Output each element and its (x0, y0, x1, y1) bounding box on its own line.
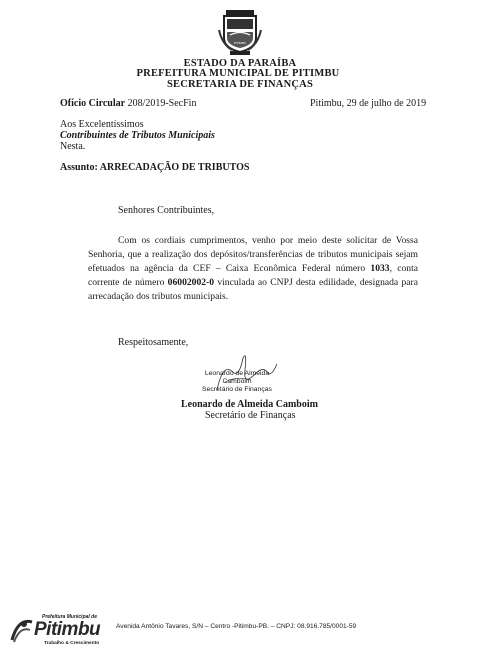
subject-label: Assunto: (60, 162, 98, 173)
body-text-start: Com os cordiais cumprimentos, venho por meio deste solicitar de Vossa Senhoria, que a realização dos depósitos/transferências de tributos municipais sejam efetuados na agência da CEF – Caixa Econômica Federal número (88, 235, 418, 274)
footer-logo (10, 614, 108, 656)
agency-number: 1033 (370, 263, 390, 274)
header-secretaria: SECRETARIA DE FINANÇAS (167, 79, 313, 90)
signatory-name: Leonardo de Almeida Camboim (181, 399, 318, 410)
logo-main-text: Pitimbu (34, 619, 101, 640)
salutation: Senhores Contribuintes, (118, 205, 215, 216)
oficio-label: Ofício Circular (60, 98, 126, 109)
closing: Respeitosamente, (118, 337, 189, 348)
recipient-line2: Contribuintes de Tributos Municipais (60, 130, 215, 141)
body-text-mid: , conta corrente de número (88, 263, 418, 288)
subject-text: ARRECADAÇÃO DE TRIBUTOS (99, 162, 250, 173)
municipal-crest-icon (218, 10, 262, 56)
stamp-name: Leonardo de Almeida Camboim (204, 370, 270, 385)
oficio-reference (60, 98, 196, 110)
stamp-role: Secretário de Finanças (202, 386, 272, 393)
signatory-role: Secretário de Finanças (205, 410, 296, 421)
wave-logo-icon (10, 614, 34, 644)
body-text-end: vinculada ao CNPJ desta edilidade, designada para arrecadação dos tributos municipais. (88, 277, 418, 302)
signature-stamp (192, 370, 282, 394)
body-paragraph (88, 234, 418, 304)
document-date: Pitimbu, 29 de julho de 2019 (310, 98, 427, 109)
logo-top-text: Prefeitura Municipal de (42, 614, 98, 620)
crest-motto: PITIMBU (233, 41, 247, 45)
recipient-line1: Aos Excelentíssimos (60, 119, 144, 130)
logo-bottom-text: Trabalho & Crescimento (44, 641, 100, 646)
account-number: 06002002-0 (167, 277, 215, 288)
header-prefeitura: PREFEITURA MUNICIPAL DE PITIMBU (136, 68, 340, 79)
footer-address: Avenida Antônio Tavares, S/N – Centro -Pitimbu-PB. – CNPJ: 08.916.785/0001-59 (116, 623, 357, 630)
header-state: ESTADO DA PARAÍBA (183, 58, 297, 69)
recipient-line3: Nesta. (60, 141, 86, 152)
subject-line (60, 162, 249, 174)
oficio-number: 208/2019-SecFin (127, 98, 197, 109)
